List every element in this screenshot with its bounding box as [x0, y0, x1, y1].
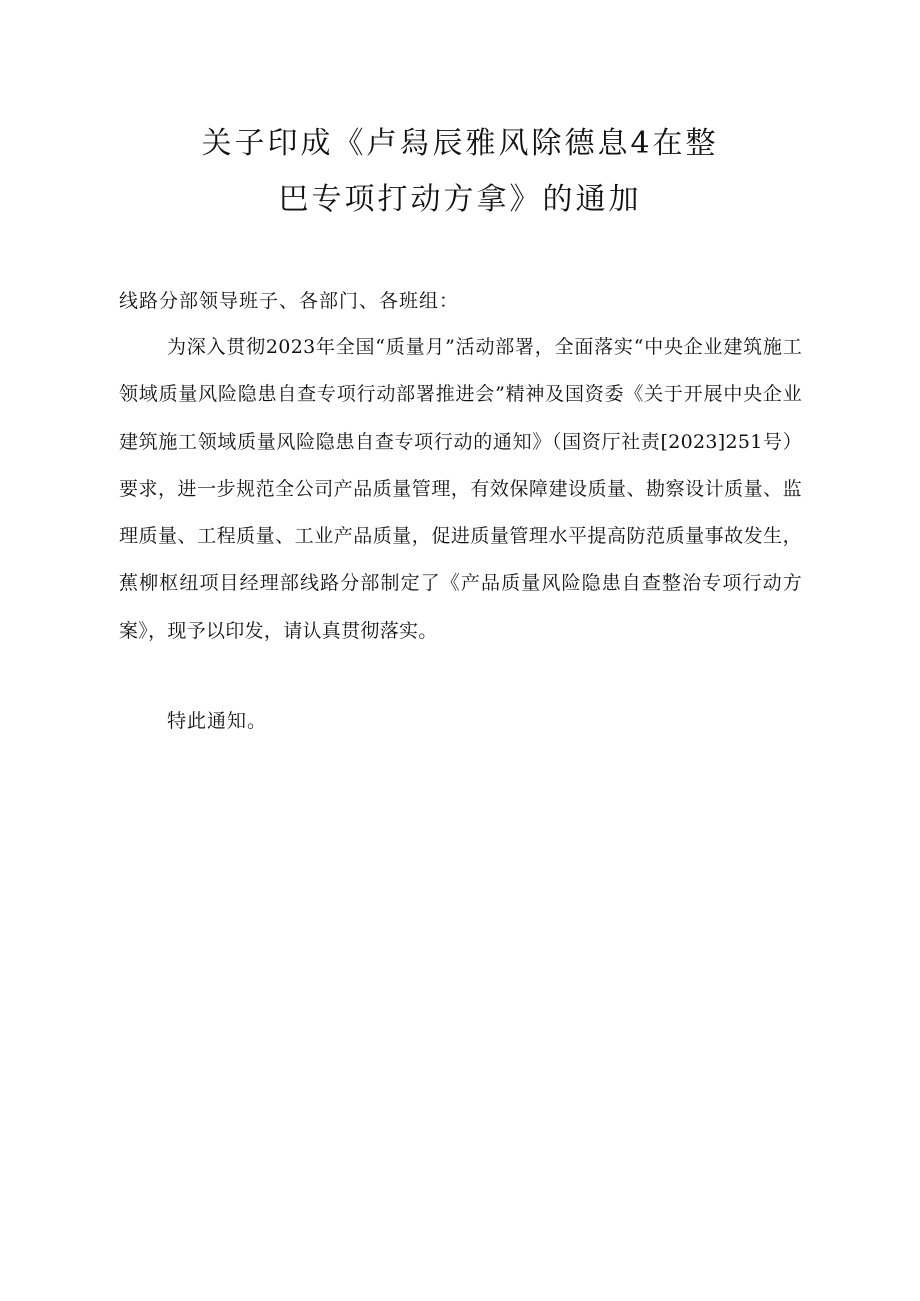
document-title-line-2: 巴专项打动方拿》的通加: [278, 182, 642, 217]
document-title-line-1: 关子印成《卢舄辰雅风除德息4在整: [201, 126, 719, 161]
salutation: 线路分部领导班子、各部门、各班组：: [119, 290, 460, 312]
closing-line: 特此通知。: [167, 710, 268, 732]
body-paragraph: 为深入贯彻2023年全国“质量月”活动部署，全面落实“中央企业建筑施工领域质量风险隐患自查专项行动部署推进会”精神及国资委《关于开展中央企业建筑施工领域质量风险隐患自查专项行动的通知》（国资厅社责[2023]251号）要求，进一步规范全公司产品质量管理，有效保障建设质量、勘察设计质量、监理质量、工程质量、工业产品质量，促进质量管理水平提高防范质量事故发生，蕉柳枢纽项目经理部线路分部制定了《产品质量风险隐患自查整治专项行动方案》，现予以印发，请认真贯彻落实。: [119, 336, 802, 642]
